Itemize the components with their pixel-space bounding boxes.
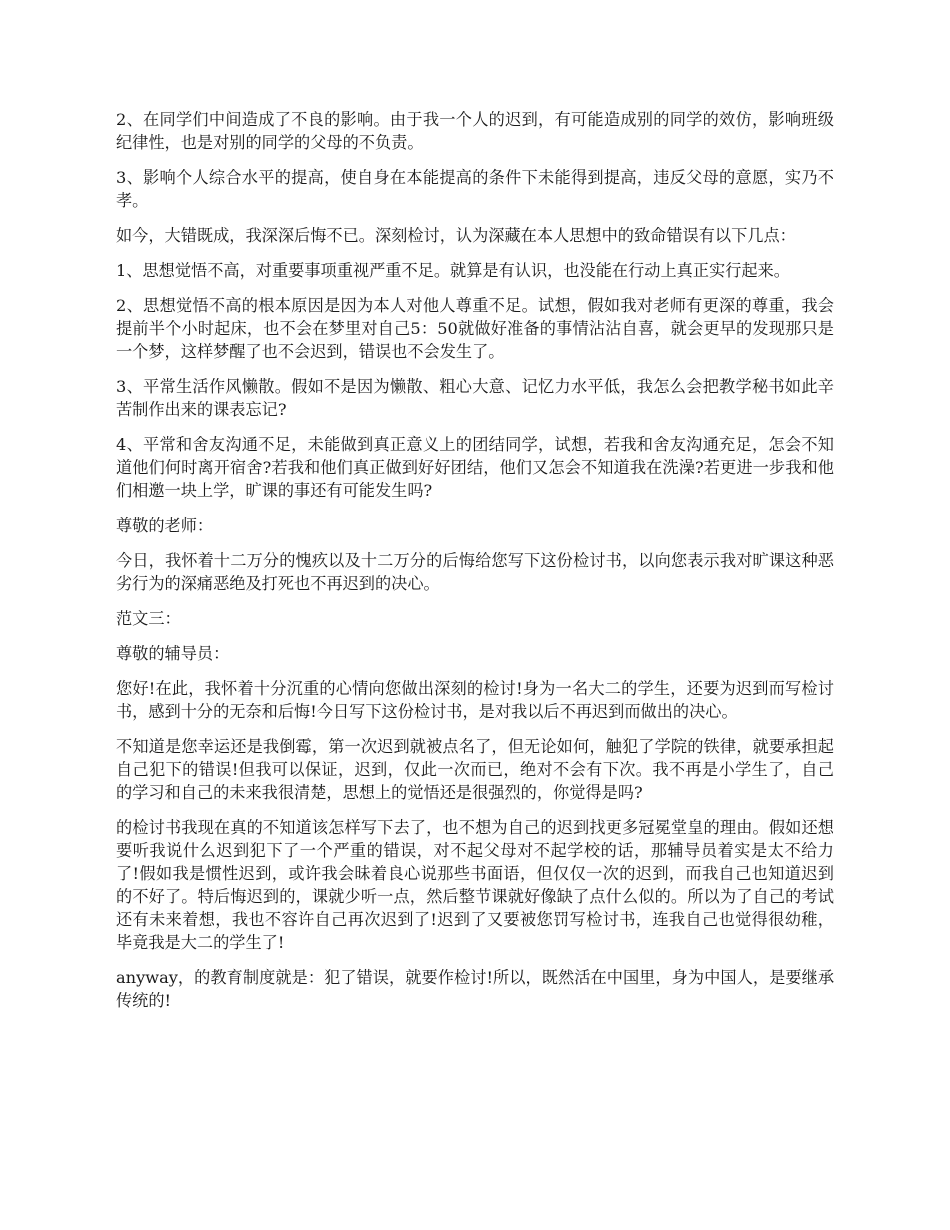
paragraph-reflection-intro: 如今，大错既成，我深深后悔不已。深刻检讨，认为深藏在本人思想中的致命错误有以下几点： xyxy=(116,226,796,245)
document-body xyxy=(116,108,834,1024)
salutation-teacher: 尊敬的老师： xyxy=(116,516,214,535)
paragraph-mistake-1: 1、思想觉悟不高，对重要事项重视严重不足。就算是有认识，也没能在行动上真正实行起来。 xyxy=(116,261,790,280)
paragraph-consequence-2: 2、在同学们中间造成了不良的影响。由于我一个人的迟到，有可能造成别的同学的效仿，影响班级纪律性，也是对别的同学的父母的不负责。 xyxy=(116,110,834,152)
paragraph-mistake-3: 3、平常生活作风懒散。假如不是因为懒散、粗心大意、记忆力水平低，我怎么会把教学秘书如此辛苦制作出来的课表忘记? xyxy=(116,377,834,419)
paragraph-promise: 不知道是您幸运还是我倒霉，第一次迟到就被点名了，但无论如何，触犯了学院的铁律，就要承担起自己犯下的错误!但我可以保证，迟到，仅此一次而已，绝对不会有下次。我不再是小学生了，自己的学习和自己的未来我很清楚，思想上的觉悟还是很强烈的，你觉得是吗? xyxy=(116,737,834,802)
paragraph-mistake-2: 2、思想觉悟不高的根本原因是因为本人对他人尊重不足。试想，假如我对老师有更深的尊重，我会提前半个小时起床，也不会在梦里对自己5：50就做好准备的事情沾沾自喜，就会更早的发现那只是一个梦，这样梦醒了也不会迟到，错误也不会发生了。 xyxy=(116,296,834,361)
paragraph-today-resolution: 今日，我怀着十二万分的愧疚以及十二万分的后悔给您写下这份检讨书，以向您表示我对旷课这种恶劣行为的深痛恶绝及打死也不再迟到的决心。 xyxy=(116,551,834,593)
paragraph-greeting: 您好!在此，我怀着十分沉重的心情向您做出深刻的检讨!身为一名大二的学生，还要为迟到而写检讨书，感到十分的无奈和后悔!今日写下这份检讨书，是对我以后不再迟到而做出的决心。 xyxy=(116,679,834,721)
paragraph-mistake-4: 4、平常和舍友沟通不足，未能做到真正意义上的团结同学，试想，若我和舍友沟通充足，怎会不知道他们何时离开宿舍?若我和他们真正做到好好团结，他们又怎会不知道我在洗澡?若更进一步我和他们相邀一块上学，旷课的事还有可能发生吗? xyxy=(116,435,834,500)
paragraph-closing: anyway，的教育制度就是：犯了错误，就要作检讨!所以，既然活在中国里，身为中国人，是要继承传统的! xyxy=(116,968,834,1010)
section-heading-sample-3: 范文三： xyxy=(116,609,181,628)
paragraph-consequence-3: 3、影响个人综合水平的提高，使自身在本能提高的条件下未能得到提高，违反父母的意愿，实乃不孝。 xyxy=(116,168,834,210)
salutation-counselor: 尊敬的辅导员： xyxy=(116,644,230,663)
paragraph-regret: 的检讨书我现在真的不知道该怎样写下去了，也不想为自己的迟到找更多冠冕堂皇的理由。假如还想要听我说什么迟到犯下了一个严重的错误，对不起父母对不起学校的话，那辅导员着实是太不给力了!假如我是惯性迟到，或许我会昧着良心说那些书面语，但仅仅一次的迟到，而我自己也知道迟到的不好了。特后悔迟到的，课就少听一点，然后整节课就好像缺了点什么似的。所以为了自己的考试还有未来着想，我也不容许自己再次迟到了!迟到了又要被您罚写检讨书，连我自己也觉得很幼稚，毕竟我是大二的学生了! xyxy=(116,818,834,952)
